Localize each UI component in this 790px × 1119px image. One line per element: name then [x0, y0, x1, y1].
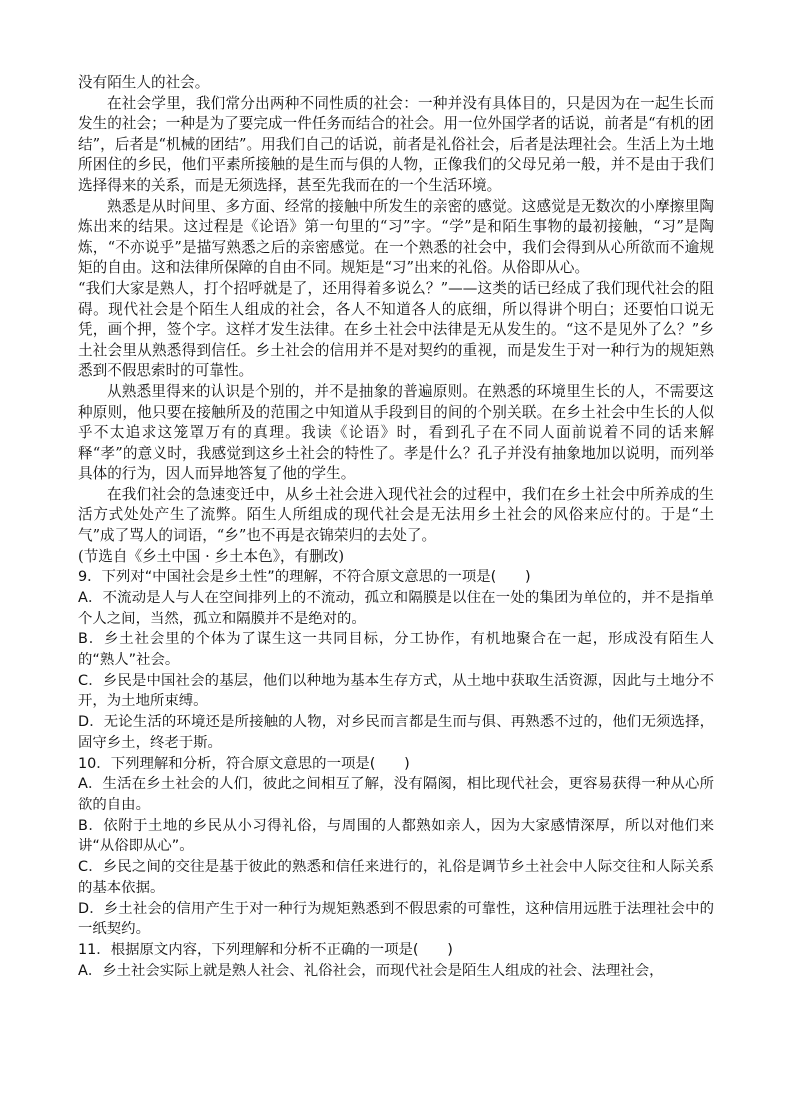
question-9-option-a: A．不流动是人与人在空间排列上的不流动，孤立和隔膜是以住在一处的集团为单位的，并不是指单个人之间，当然，孤立和隔膜并不是绝对的。: [78, 589, 714, 627]
question-9-option-c: C．乡民是中国社会的基层，他们以种地为基本生存方式，从土地中获取生活资源，因此与土地分不开，为土地所束缚。: [78, 672, 714, 710]
question-10-option-b: B．依附于土地的乡民从小习得礼俗，与周围的人都熟如亲人，因为大家感情深厚，所以对他们来讲“从俗即从心”。: [78, 817, 714, 855]
question-11-option-a: A．乡土社会实际上就是熟人社会、礼俗社会，而现代社会是陌生人组成的社会、法理社会，: [78, 962, 664, 979]
document-page: [78, 73, 714, 981]
passage-line: 没有陌生人的社会。: [78, 74, 210, 91]
passage-source: (节选自《乡土中国 · 乡土本色》，有删改): [78, 547, 345, 565]
question-9-option-d: D．无论生活的环境还是所接触的人物，对乡民而言都是生而与俱、再熟悉不过的，他们无须选择，固守乡土，终老于斯。: [78, 714, 714, 751]
passage-paragraph: 在我们社会的急速变迁中，从乡土社会进入现代社会的过程中，我们在乡土社会中所养成的生活方式处处产生了流弊。陌生人所组成的现代社会是无法用乡土社会的风俗来应付的。于是“土气”成了骂人的词语，“乡”也不再是衣锦荣归的去处了。: [78, 485, 714, 545]
question-10-option-c: C．乡民之间的交往是基于彼此的熟悉和信任来进行的，礼俗是调节乡土社会中人际交往和人际关系的基本依据。: [78, 859, 714, 896]
question-10-option-d: D．乡土社会的信用产生于对一种行为规矩熟悉到不假思索的可靠性，这种信用远胜于法理社会中的一纸契约。: [78, 900, 714, 938]
question-9-stem: 9．下列对“中国社会是乡土性”的理解，不符合原文意思的一项是( ): [78, 569, 531, 586]
question-10-stem: 10．下列理解和分析，符合原文意思的一项是( ): [78, 755, 410, 772]
passage-paragraph: 熟悉是从时间里、多方面、经常的接触中所发生的亲密的感觉。这感觉是无数次的小摩擦里陶炼出来的结果。这过程是《论语》第一句里的“习”字。“学”是和陌生事物的最初接触，“习”是陶炼，“不亦说乎”是描写熟悉之后的亲密感觉。在一个熟悉的社会中，我们会得到从心所欲而不逾规矩的自由。这和法律所保障的自由不同。规矩是“习”出来的礼俗。从俗即从心。: [78, 197, 714, 277]
passage-paragraph: “我们大家是熟人，打个招呼就是了，还用得着多说么？”——这类的话已经成了我们现代社会的阻碍。现代社会是个陌生人组成的社会，各人不知道各人的底细，所以得讲个明白；还要怕口说无凭，画个押，签个字。这样才发生法律。在乡土社会中法律是无从发生的。“这不是见外了么？”乡土社会里从熟悉得到信任。乡土社会的信用并不是对契约的重视，而是发生于对一种行为的规矩熟悉到不假思索时的可靠性。: [78, 279, 714, 380]
passage-paragraph: 从熟悉里得来的认识是个别的，并不是抽象的普遍原则。在熟悉的环境里生长的人，不需要这种原则，他只要在接触所及的范围之中知道从手段到目的间的个别关联。在乡土社会中生长的人似乎不太追求这笼罩万有的真理。我读《论语》时，看到孔子在不同人面前说着不同的话来解释“孝”的意义时，我感觉到这乡土社会的特性了。孝是什么？孔子并没有抽象地加以说明，而列举具体的行为，因人而异地答复了他的学生。: [78, 382, 714, 483]
question-11-stem: 11．根据原文内容，下列理解和分析不正确的一项是( ): [78, 941, 453, 958]
question-9-option-b: B．乡土社会里的个体为了谋生这一共同目标，分工协作，有机地聚合在一起，形成没有陌生人的“熟人”社会。: [78, 631, 714, 669]
question-10-option-a: A．生活在乡土社会的人们，彼此之间相互了解，没有隔阂，相比现代社会，更容易获得一种从心所欲的自由。: [78, 776, 714, 813]
passage-paragraph: 在社会学里，我们常分出两种不同性质的社会：一种并没有具体目的，只是因为在一起生长而发生的社会；一种是为了要完成一件任务而结合的社会。用一位外国学者的话说，前者是“有机的团结”，后者是“机械的团结”。用我们自己的话说，前者是礼俗社会，后者是法理社会。生活上为土地所困住的乡民，他们平素所接触的是生而与俱的人物，正像我们的父母兄弟一般，并不是由于我们选择得来的关系，而是无须选择，甚至先我而在的一个生活环境。: [78, 94, 714, 194]
